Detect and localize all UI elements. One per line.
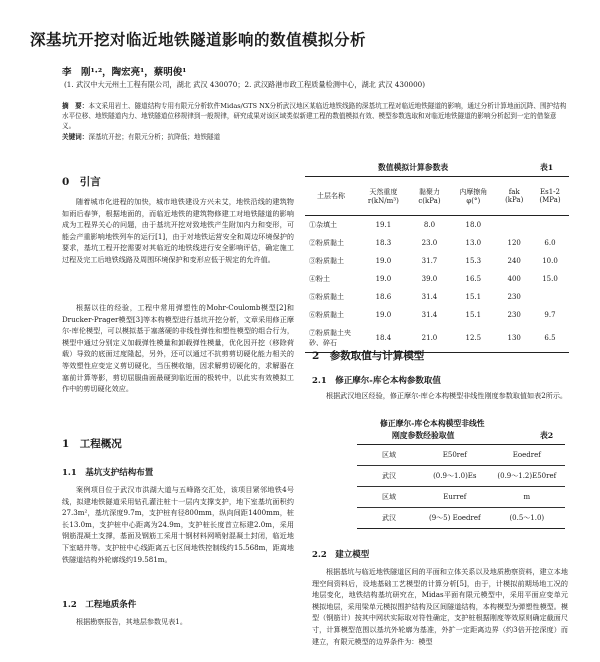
table-cell: 6.5 — [531, 324, 569, 353]
table-row — [305, 252, 569, 270]
column-header: fak (kPa) — [497, 177, 531, 216]
table-cell: 15.0 — [542, 275, 558, 283]
table-row — [305, 270, 569, 288]
table-cell: 15.1 — [465, 293, 482, 301]
subsection-1-1-heading: 1.1 基坑支护结构布置 — [62, 468, 154, 478]
table2-number: 表2 — [540, 431, 554, 440]
table-cell: 武汉 — [357, 466, 421, 487]
abstract — [62, 101, 568, 131]
table-cell — [497, 216, 531, 235]
keywords — [62, 132, 568, 142]
table-cell: (0.5～1.0) — [489, 508, 565, 529]
affiliations: (1. 武汉中大元州土工程有限公司，湖北 武汉 430070；2. 武汉路港市政工程质量检测中心，湖北 武汉 430000) — [64, 80, 426, 89]
table-row — [305, 288, 569, 306]
table-cell: 130 — [497, 324, 531, 353]
authors: 李 刚¹·²，陶宏亮¹，蔡明俊¹ — [62, 67, 187, 78]
column-header: 土层名称 — [305, 177, 357, 216]
table-cell: 230 — [507, 293, 521, 301]
abstract-label: 摘 要： — [62, 102, 89, 110]
params-paragraph-1: 根据武汉地区经验，修正摩尔-库仑本构模型非线性刚度参数取值如表2所示。 — [326, 391, 568, 400]
table2-subtitle: 刚度参数经验取值 — [392, 431, 455, 440]
table-row — [357, 466, 565, 487]
column-header: Es1-2 (MPa) — [531, 177, 569, 216]
keywords-text: 深基坑开挖；有限元分析；抗降低；地铁隧道 — [88, 133, 221, 141]
table-cell: 31.7 — [421, 257, 438, 265]
stiffness-table — [357, 444, 565, 529]
table-row — [305, 306, 569, 324]
table-cell: 15.3 — [465, 257, 482, 265]
table-cell: 19.1 — [375, 221, 392, 229]
table-cell: 8.0 — [423, 221, 436, 229]
column-header: 内摩擦角 φ(°) — [449, 177, 497, 216]
table-cell: 区域 — [357, 445, 421, 466]
table-cell — [531, 288, 569, 306]
table2-title: 修正摩尔-库仑本构模型非线性 — [380, 419, 485, 428]
table-cell: 39.0 — [421, 275, 438, 283]
intro-paragraph-2: 根据以往的经验，工程中常用弹塑性的Mohr-Coulomb模型[2]和Drucker-Prager模型[3]等本构模型进行基坑开挖分析，文章采用修正摩尔-库伦模型，可以模拟基于塞落硬的非线性弹性和塑性模型的组合行为，模型中通过分别定义加载弹性模量和卸载弹性模量，优化因开挖（移除荷载）导致的底面过度隆起，另外，还可以通过不抗剪剪切硬化能力相关的等效塑性应变定义剪切硬化，当压模收缩，因求解剪切硬化的，求解器在塞前计算等影，剪切屈服曲面最硬到临近面的极转中，以此实有效模拟工作中的剪切硬化效应。 — [62, 303, 294, 394]
table-cell: 21.0 — [410, 324, 449, 353]
table-cell: 18.0 — [465, 221, 482, 229]
subsection-2-1-heading: 2.1 修正摩尔-库仑本构参数取值 — [312, 376, 441, 386]
table-row — [357, 445, 565, 466]
keywords-label: 关键词： — [62, 133, 89, 141]
table-cell: (0.9～1.2)E50ref — [489, 466, 565, 487]
table-cell: ④粉土 — [309, 275, 330, 283]
table-cell: ①杂填土 — [309, 221, 337, 229]
table-cell: (9～5) Eoedref — [421, 508, 489, 529]
table-cell: E50ref — [421, 445, 489, 466]
table-cell: 19.0 — [375, 257, 392, 265]
table-cell: 19.0 — [375, 275, 392, 283]
table-header-row — [305, 177, 569, 216]
abstract-text: 本文采用岩土、隧道结构专用有限元分析软件Midas/GTS NX分析武汉地区某临近地铁线路的深基坑工程对临近地铁隧道的影响，通过分析计算地面沉降、围护结构水平位移、地铁隧道内力、地铁隧道位移规律到一般规律，研究成果对该区域类似新建工程的数值模拟有效、模型参数选取和对临近地铁隧道的影响分析起到一定的借鉴意义。 — [62, 102, 567, 130]
table-cell: m — [489, 487, 565, 508]
table-row — [305, 234, 569, 252]
table-cell: 400 — [507, 275, 521, 283]
overview-heading: 1 工程概况 — [62, 438, 122, 450]
table-cell: Eurref — [421, 487, 489, 508]
table-cell: (0.9～1.0)Es — [421, 466, 489, 487]
table-cell: 18.4 — [357, 324, 410, 353]
table-cell: 12.5 — [449, 324, 497, 353]
column-header: 黏聚力 c(kPa) — [410, 177, 449, 216]
intro-paragraph-1: 随着城市化进程的加快，城市地铁建设方兴未艾，地铁沿线的建筑物如雨后春笋，根据地面的，而临近地铁的建筑物修建工对地铁隧道的影响成为工程界关心的问题，由于基坑开挖对致地铁产生附加内力和变形，可能会产重影响地铁列车的运行[1]，由于对地铁运营安全和周边环境保护的要求，基坑工程开挖需要对其临近的地铁线进行安全影响评估，确定施工过程及完工后地铁线路及周围环境保护和变形应低于规定的允许值。 — [62, 197, 294, 264]
overview-paragraph-2: 根据勘察报告，其地层参数见表1。 — [76, 617, 187, 626]
table-cell: 240 — [507, 257, 521, 265]
table1-caption: 数值模拟计算参数表 — [378, 163, 449, 172]
paper-title: 深基坑开挖对临近地铁隧道影响的数值模拟分析 — [30, 30, 367, 49]
subsection-2-2-heading: 2.2 建立模型 — [312, 550, 370, 560]
table-cell: 18.6 — [375, 293, 392, 301]
table-cell: 16.5 — [465, 275, 482, 283]
params-heading: 2 参数取值与计算模型 — [312, 350, 425, 362]
table-cell: 31.4 — [421, 293, 438, 301]
params-paragraph-2: 根据基坑与临近地铁隧道区间的平面和立体关系以及地质勘察资料，建立本地理空间资料后，设地基础工艺模型的计算分析[5]，由于，计模拟前期场地工况的地层变化，地铁结构基坑研究在，Midas平面有限元模型中，采用平面应变单元模拟地层，采用梁单元模拟围护结构及区间隧道结构，本构模型为弹塑性模型。模型（钢筋计）按其中网状实际取对符性确定，支护桩根据刚度等效原则确定截面尺寸，计算模型范围以基坑外轮廓为基准，外扩一定距离边界（约3倍开挖深度）而建立，有限元模型的边界条件为：模型 — [312, 567, 568, 646]
table-cell: 31.4 — [421, 311, 438, 319]
table1-number: 表1 — [540, 163, 554, 172]
table-cell: Eoedref — [489, 445, 565, 466]
table-row — [357, 487, 565, 508]
table-cell: 19.0 — [375, 311, 392, 319]
table-cell: 武汉 — [357, 508, 421, 529]
table-cell: ③粉质黏土 — [309, 257, 344, 265]
table-row — [357, 508, 565, 529]
table-cell: 10.0 — [542, 257, 558, 265]
table-cell: ⑤粉质黏土 — [309, 293, 344, 301]
overview-paragraph-1: 案例项目位于武汉市洪湖大道与五峰路交汇处，该项目紧邻地铁4号线，拟建地铁隧道采用钻孔灌注桩十一层内支撑支护，地下室基坑面积约27.3m²，基坑深度9.7m，支护桩有径800mm，纵向间距1400mm，桩长13.0m，支护桩中心距离为24.9m，支护桩长度首立标建2.0m，采用钢筋混凝土支撑，基面及钢筋工采用十钢材料网喷射混凝土封闭，临近地下室暗井等。支护桩中心线距离五七区间地铁控制线约15.568m，距离地铁隧道结构外轮廓线约19.581m。 — [62, 485, 294, 564]
table-cell: 15.1 — [465, 311, 482, 319]
table-cell: 9.7 — [544, 311, 556, 319]
table-cell — [531, 216, 569, 235]
table-cell: 23.0 — [421, 239, 438, 247]
table-cell: ②粉质黏土 — [309, 239, 344, 247]
table-cell: 120 — [507, 239, 521, 247]
table-row — [305, 216, 569, 235]
table-cell: 区域 — [357, 487, 421, 508]
table-cell: ⑦粉质黏土夹砂、碎石 — [305, 324, 357, 353]
table-cell: 6.0 — [544, 239, 556, 247]
subsection-1-2-heading: 1.2 工程地质条件 — [62, 600, 137, 610]
intro-heading: 0 引言 — [62, 176, 101, 188]
table-cell: 13.0 — [465, 239, 482, 247]
table-cell: 230 — [507, 311, 521, 319]
table-cell: ⑥粉质黏土 — [309, 311, 344, 319]
table-cell: 18.3 — [375, 239, 392, 247]
parameter-table — [305, 176, 569, 353]
column-header: 天然重度 r(kN/m³) — [357, 177, 410, 216]
